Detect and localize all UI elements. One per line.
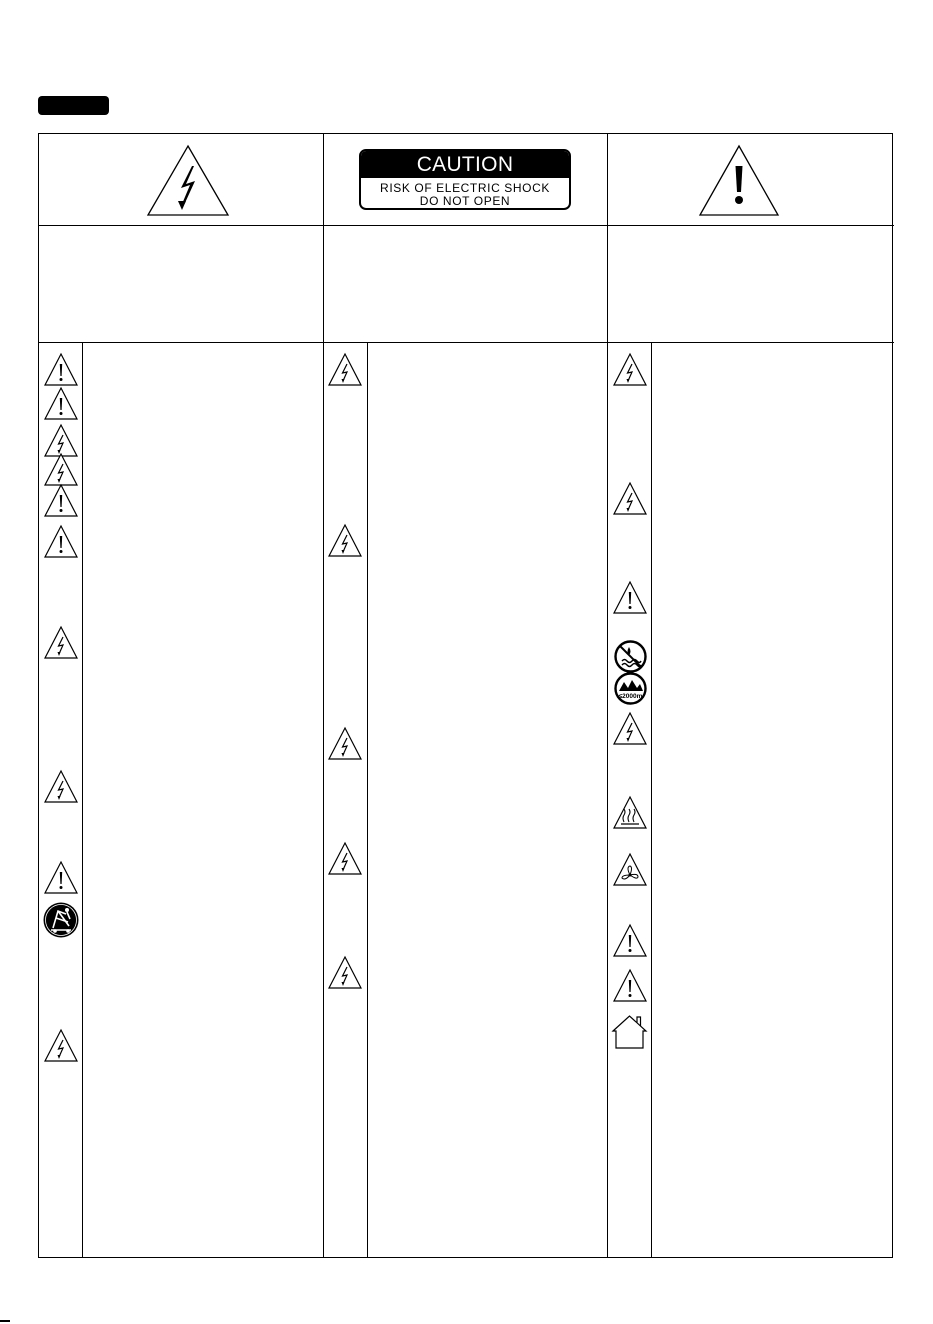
lightning-icon bbox=[327, 955, 363, 991]
lightning-icon bbox=[612, 711, 648, 747]
header-row-divider bbox=[38, 225, 894, 226]
icon-gutter-right bbox=[651, 342, 652, 1258]
lightning-icon bbox=[327, 352, 363, 388]
lightning-icon bbox=[327, 841, 363, 877]
page-edge-mark bbox=[0, 1320, 10, 1322]
icon-gutter-left bbox=[82, 342, 83, 1258]
icon-gutter-middle bbox=[367, 342, 368, 1258]
altitude-2000m-icon bbox=[614, 672, 647, 705]
ventilation-fan-icon bbox=[612, 852, 648, 888]
exclamation-icon bbox=[43, 524, 79, 560]
lightning-icon bbox=[612, 481, 648, 517]
exclamation-icon bbox=[43, 483, 79, 519]
exclamation-icon bbox=[43, 386, 79, 422]
safety-table bbox=[38, 133, 893, 1258]
lightning-icon bbox=[43, 769, 79, 805]
lightning-warning-icon bbox=[146, 144, 230, 218]
no-moisture-icon bbox=[614, 640, 647, 673]
cart-tip-over-icon bbox=[42, 901, 80, 939]
exclamation-icon bbox=[612, 923, 648, 959]
caution-title: CAUTION bbox=[361, 151, 569, 178]
exclamation-icon bbox=[43, 352, 79, 388]
description-row-divider bbox=[38, 342, 894, 343]
column-divider-1 bbox=[323, 133, 324, 1258]
caution-label bbox=[359, 149, 571, 210]
caution-line-2: DO NOT OPEN bbox=[419, 194, 511, 208]
section-tab-marker bbox=[38, 96, 109, 115]
lightning-icon bbox=[43, 1028, 79, 1064]
lightning-icon bbox=[327, 523, 363, 559]
caution-line-1: RISK OF ELECTRIC SHOCK bbox=[380, 181, 550, 195]
exclamation-icon bbox=[612, 968, 648, 1004]
hot-surface-icon bbox=[612, 795, 648, 831]
lightning-icon bbox=[612, 352, 648, 388]
lightning-icon bbox=[327, 726, 363, 762]
indoor-use-house-icon bbox=[611, 1014, 648, 1050]
lightning-icon bbox=[43, 625, 79, 661]
column-divider-2 bbox=[607, 133, 608, 1258]
altitude-icon-text: ≤2000m bbox=[618, 693, 643, 700]
exclamation-icon bbox=[43, 860, 79, 896]
exclamation-icon bbox=[612, 580, 648, 616]
exclamation-warning-icon bbox=[698, 144, 780, 218]
